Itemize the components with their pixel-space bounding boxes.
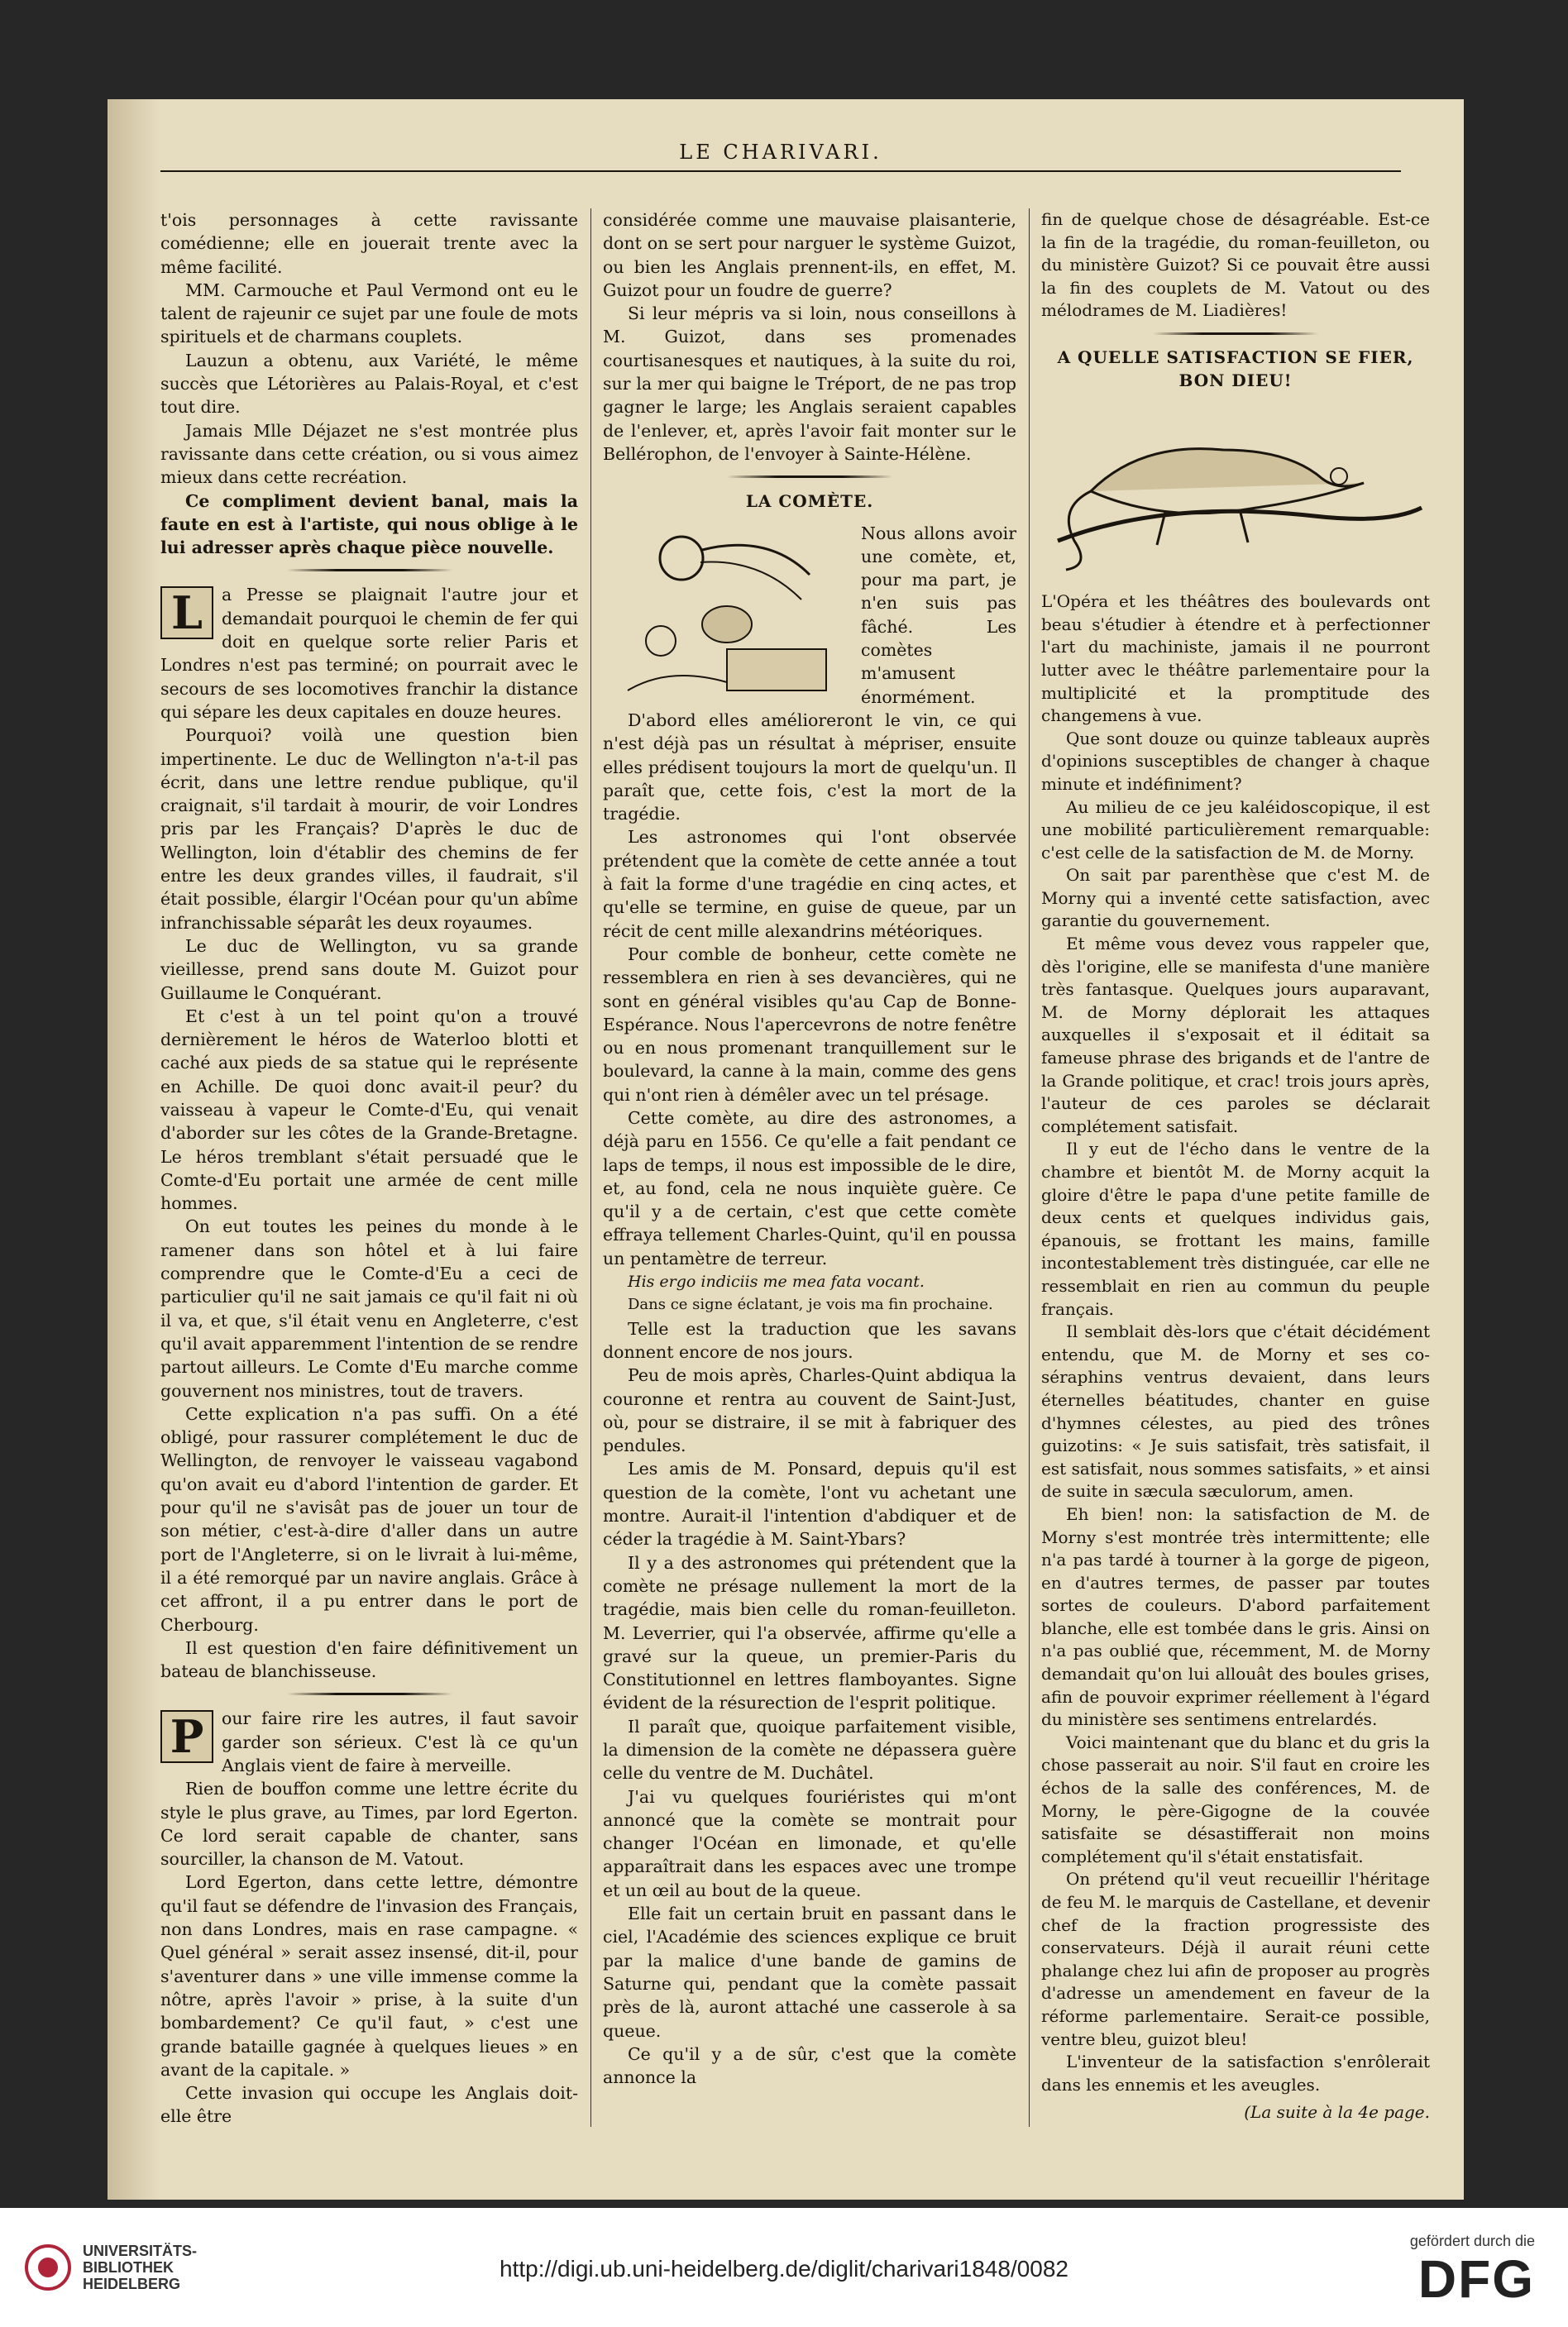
dfg-funding-logo[interactable] [1410, 2233, 1535, 2308]
section-rule [1153, 332, 1318, 335]
comet-caricature-illustration [603, 525, 851, 699]
quote-translation: Dans ce signe éclatant, je vois ma fin prochaine. [628, 1296, 993, 1314]
paragraph: Le duc de Wellington, vu sa grande vieillesse, prend sans doute M. Guizot pour Guillaume le Conquérant. [160, 935, 578, 1003]
paragraph: Il est question d'en faire définitivement un bateau de blanchisseuse. [160, 1637, 578, 1682]
paragraph: Si leur mépris va si loin, nous conseillons à M. Guizot, dans ses promenades courtisanesques et nautiques, à la suite du roi, sur la mer qui baigne le Tréport, de ne pas trop gagner le large; les Anglais seraient capables de l'enlever, et, après l'avoir fait monter sur le Bellérophon, de l'envoyer à Sainte-Hélène. [603, 303, 1016, 464]
paragraph: Que sont douze ou quinze tableaux auprès d'opinions susceptibles de changer à chaque minute et indéfiniment? [1041, 728, 1430, 794]
paragraph: Il y eut de l'écho dans le ventre de la chambre et bientôt M. de Morny acquit la gloire d'être le papa d'une petite famille de deux cents et quelques individus gais, épanouis, se frottant les mains, famille incontestablement très distinguée, car elle ne ressemblait en rien au commun du peuple français. [1041, 1139, 1430, 1319]
paragraph: J'ai vu quelques fouriéristes qui m'ont annoncé que la comète se montrait pour changer l'Océan en limonade, et qu'elle apparaîtrait dans les espaces avec une trompe et un œil au bout de la queue. [603, 1786, 1016, 1900]
section-rule [727, 475, 892, 478]
paragraph: Les astronomes qui l'ont observée prétendent que la comète de cette année a tout à fait la forme d'une tragédie en cinq actes, et qu'elle se termine, en guise de queue, par un récit de cent mille alexandrins météoriques. [603, 827, 1016, 941]
paragraph: On eut toutes les peines du monde à le ramener dans son hôtel et à lui faire comprendre que le Comte-d'Eu a ceci de particulier qu'il ne sait jamais ce qu'il fait ni où il va, et que, s'il était venu en Angleterre, c'est qu'il avait apparemment l'intention de se rendre partout ailleurs. Le Comte d'Eu marche comme gouvernent nos ministres, tout de travers. [160, 1216, 578, 1401]
masthead-title: LE CHARIVARI. [160, 141, 1401, 172]
paragraph: fin de quelque chose de désagréable. Est-ce la fin de la tragédie, du roman-feuilleton, ou du ministère Guizot? Si ce pouvait être aussi la fin des couplets de M. Vatout ou des mélodrames de M. Liadières! [1041, 209, 1430, 321]
paragraph: Il semblait dès-lors que c'était décidément entendu, que M. de Morny et ses co-séraphins ventrus devaient, dans leurs éternelles béatitudes, chanter en guise d'hymnes célestes, au pied des trônes guizotins: « Je suis satisfait, très satisfait, il est satisfait, nous sommes satisfaits, » et ainsi de suite in sæcula sæculorum, amen. [1041, 1321, 1430, 1502]
paragraph: Lord Egerton, dans cette lettre, démontre qu'il faut se défendre de l'invasion des Français, non dans Londres, mais en rase campagne. « Quel général » serait assez insensé, dit-il, pour s'aventurer dans » une ville immense comme la nôtre, après l'avoir » prise, à la suite d'un bombardement? Ce qu'il faut, » c'est une grande bataille gagnée à quelques lieues » en avant de la capitale. » [160, 1872, 578, 2080]
column-left [160, 208, 578, 2129]
paragraph: Il y a des astronomes qui prétendent que la comète ne présage nullement la mort de la tragédie, mais bien celle du roman-feuilleton. M. Leverrier, qui l'a observée, affirme qu'elle a gravé sur la queue, un premier-Paris du Constitutionnel en lettres flamboyantes. Signe évident de la résurection de l'esprit politique. [603, 1552, 1016, 1713]
paragraph: Elle fait un certain bruit en passant dans le ciel, l'Académie des sciences explique ce bruit par la malice d'une bande de gamins de Saturne qui, pendant que la comète passait près de là, auront attaché une casserole à sa queue. [603, 1904, 1016, 2041]
paragraph: D'abord elles amélioreront le vin, ce qui n'est déjà pas un résultat à mépriser, ensuite elles prédisent toujours la mort de quelqu'un. Il paraît que, cette fois, c'est la mort de la tragédie. [603, 710, 1016, 824]
paragraph: Cette comète, au dire des astronomes, a déjà paru en 1556. Ce qu'elle a fait pendant ce laps de temps, il nous est impossible de le dire, et, au fond, cela ne nous inquiète guère. Ce qu'il y a de certain, c'est que cette comète effraya tellement Charles-Quint, qu'il en poussa un pentamètre de terreur. [603, 1107, 1016, 1269]
paragraph: Nous allons avoir une comète, et, pour ma part, je n'en suis pas fâché. Les comètes m'amusent énormément. [861, 523, 1016, 707]
chameleon-illustration [1041, 400, 1430, 582]
paragraph: Rien de bouffon comme une lettre écrite du style le plus grave, au Times, par lord Egerton. Ce lord serait capable de chanter, sans sourciller, la chanson de M. Vatout. [160, 1779, 578, 1870]
dfg-logo-text: DFG [1417, 2249, 1535, 2309]
paragraph: Les amis de M. Ponsard, depuis qu'il est question de la comète, l'ont vu achetant une montre. Aurait-il l'intention d'abdiquer et de céder la tragédie à M. Saint-Ybars? [603, 1459, 1016, 1550]
paragraph: Pour comble de bonheur, cette comète ne ressemblera en rien à ses devancières, qui ne sont en général visibles qu'au Cap de Bonne-Espérance. Nous l'apercevrons de notre fenêtre ou en nous promenant tranquillement sur le boulevard, la canne à la main, comme des gens qui n'ont rien à démêler avec un tel présage. [603, 944, 1016, 1105]
paragraph: our faire rire les autres, il faut savoir garder son sérieux. C'est là ce qu'un Anglais vient de faire à merveille. [222, 1708, 578, 1775]
drop-cap: P [160, 1710, 213, 1763]
logo-line: UNIVERSITÄTS- [83, 2243, 198, 2259]
paragraph: Ce compliment devient banal, mais la faute en est à l'artiste, qui nous oblige à le lui adresser après chaque pièce nouvelle. [160, 490, 578, 558]
logo-line: BIBLIOTHEK [83, 2259, 174, 2276]
paragraph: Cette explication n'a pas suffi. On a été obligé, pour rassurer complétement le duc de Wellington, de renvoyer le vaisseau vagabond qu'on avait eu d'abord l'intention de garder. Et pour qu'il ne s'avisât pas de jouer un tour de son métier, c'est-à-dire d'aller dans un autre port de l'Angleterre, si on le livrait à lui-même, il a été remorqué par un navire anglais. Grâce à cet affront, il a pu entrer dans le port de Cherbourg. [160, 1403, 578, 1635]
paragraph: Lauzun a obtenu, aux Variété, le même succès que Létorières au Palais-Royal, et c'est tout dire. [160, 350, 578, 418]
source-url-link[interactable]: http://digi.ub.uni-heidelberg.de/diglit/charivari1848/0082 [499, 2256, 1069, 2282]
newspaper-page [108, 99, 1464, 2200]
paragraph: t'ois personnages à cette ravissante comédienne; elle en jouerait trente avec la même facilité. [160, 210, 578, 277]
paragraph: L'inventeur de la satisfaction s'enrôlerait dans les ennemis et les aveugles. [1041, 2052, 1430, 2095]
column-divider [590, 208, 591, 2127]
paragraph: Eh bien! non: la satisfaction de M. de Morny s'est montrée très intermittente; elle n'a pas tardé à tourner à la gorge de pigeon, en d'autres termes, de passer par toutes sortes de couleurs. D'abord parfaitement blanche, elle est tombée dans le gris. Ainsi on n'a pas oublié que, récemment, M. de Morny demandait qu'on lui allouât des boules grises, afin de pouvoir exprimer réellement à l'égard du ministère ses sentimens entrelardés. [1041, 1503, 1430, 1730]
paragraph: MM. Carmouche et Paul Vermond ont eu le talent de rajeunir ce sujet par une foule de mots spirituels et de charmans couplets. [160, 280, 578, 347]
paragraph: Pourquoi? voilà une question bien impertinente. Le duc de Wellington n'a-t-il pas écrit, dans une lettre rendue publique, qu'il craignait, s'il tardait à mourir, de voir Londres pris par les Français? D'après le duc de Wellington, loin d'établir des chemins de fer entre les deux grandes villes, il faudrait, s'il était possible, élargir l'Océan pour qu'un abîme infranchissable séparât les deux royaumes. [160, 725, 578, 933]
continued-note: (La suite à la 4e page. [1244, 2102, 1430, 2123]
column-middle [603, 208, 1016, 2089]
latin-quote: His ergo indiciis me mea fata vocant. [628, 1273, 925, 1292]
paragraph: Peu de mois après, Charles-Quint abdiqua la couronne et rentra au couvent de Saint-Just, où, pour se distraire, il se mit à fabriquer des pendules. [603, 1365, 1016, 1456]
section-title-satisfaction: A QUELLE SATISFACTION SE FIER, BON DIEU! [1057, 346, 1414, 390]
column-divider [1029, 208, 1030, 2127]
paragraph: Et c'est à un tel point qu'on a trouvé dernièrement le héros de Waterloo blotti et caché aux pieds de sa statue qui le représente en Achille. De quoi donc avait-il peur? du vaisseau à vapeur le Comte-d'Eu, qui venait d'aborder sur les côtes de la Grande-Bretagne. Le héros tremblant s'était persuadé que le Comte-d'Eu portait une armée de cent mille hommes. [160, 1006, 578, 1214]
section-title-comete: LA COMÈTE. [745, 491, 874, 512]
paragraph: Telle est la traduction que les savans donnent encore de nos jours. [603, 1318, 1016, 1362]
paragraph: On sait par parenthèse que c'est M. de Morny qui a inventé cette satisfaction, avec garantie du gouvernement. [1041, 865, 1430, 931]
logo-line: HEIDELBERG [83, 2276, 181, 2292]
column-right [1041, 208, 1430, 2124]
paragraph: a Presse se plaignait l'autre jour et demandait pourquoi le chemin de fer qui doit en quelque sorte relier Paris et Londres n'est pas terminé; on pourrait avec le secours de ses locomotives franchir la distance qui sépare les deux capitales en douze heures. [160, 585, 578, 722]
paragraph: Il paraît que, quoique parfaitement visible, la dimension de la comète ne dépassera guère celle du ventre de M. Duchâtel. [603, 1716, 1016, 1784]
paragraph: On prétend qu'il veut recueillir l'héritage de feu M. le marquis de Castellane, et devenir chef de la fraction progressiste des conservateurs. Déjà il aurait réuni cette phalange chez lui afin de proposer au progrès d'adresse un amendement en faveur de la réforme parlementaire. Serait-ce possible, ventre bleu, guizot bleu! [1041, 1869, 1430, 2049]
paragraph: Ce qu'il y a de sûr, c'est que la comète annonce la [603, 2043, 1016, 2088]
paragraph: L'Opéra et les théâtres des boulevards ont beau s'étudier à étendre et à perfectionner l'art du machiniste, jamais il ne pourront lutter avec le théâtre parlementaire pour la multiplicité et la promptitude des changemens à vue. [1041, 591, 1430, 726]
funded-label: gefördert durch die [1409, 2233, 1535, 2249]
paragraph: considérée comme une mauvaise plaisanterie, dont on se sert pour narguer le système Guizot, ou bien les Anglais prennent-ils, en effet, M. Guizot pour un foudre de guerre? [603, 210, 1016, 300]
section-rule [287, 569, 452, 571]
paragraph: Jamais Mlle Déjazet ne s'est montrée plus ravissante dans cette création, ou si vous aimez mieux dans cette recréation. [160, 420, 578, 488]
drop-cap: L [160, 586, 213, 639]
paragraph: Au milieu de ce jeu kaléidoscopique, il est une mobilité particulièrement remarquable: c'est celle de la satisfaction de M. de Morny. [1041, 796, 1430, 862]
paragraph: Cette invasion qui occupe les Anglais doit-elle être [160, 2083, 578, 2127]
paragraph: Et même vous devez vous rappeler que, dès l'origine, elle se manifesta d'une manière très fantasque. Quelques jours auparavant, M. de Morny déplorait les attaques auxquelles il s'exposait et il éditait sa fameuse phrase des brigands et de l'antre de la Grande politique, et crac! trois jours après, l'auteur de ces paroles se déclarait complétement satisfait. [1041, 934, 1430, 1136]
article-presse [160, 583, 578, 724]
paragraph: Voici maintenant que du blanc et du gris la chose passerait au noir. S'il faut en croire les échos de la salle des conférences, M. de Morny, le père-Gigogne de la couvée satisfaite se désastifferait non moins complétement qu'il s'était enstatisfait. [1041, 1732, 1430, 1866]
section-rule [287, 1693, 452, 1695]
article-egerton [160, 1707, 578, 1777]
